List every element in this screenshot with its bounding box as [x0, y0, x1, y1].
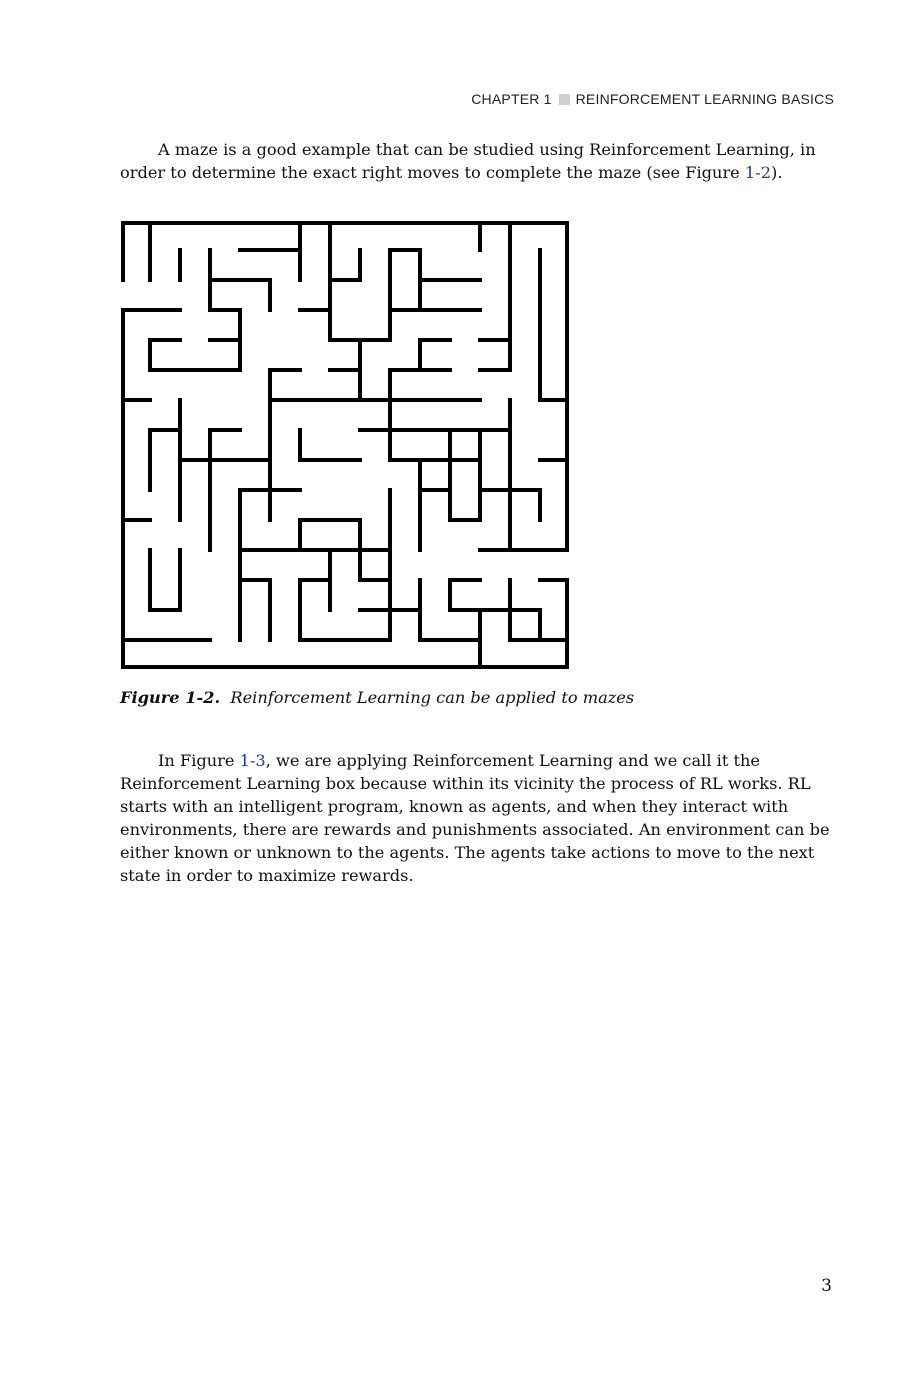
paragraph-maze-intro — [120, 138, 832, 184]
paragraph2-text: , we are applying Reinforcement Learning and we call it the Reinforcement Learning box because within its vicinity the process of RL works. RL starts with an intelligent program, known as agents, and when they interact with environments, there are rewards and punishments associated. An environment can be either known or unknown to the agents. The agents take actions to move to the next state in order to maximize rewards. — [120, 751, 830, 885]
chapter-title: REINFORCEMENT LEARNING BASICS — [575, 91, 834, 107]
paragraph1-text: A maze is a good example that can be studied using Reinforcement Learning, in order to determine the exact right moves to complete the maze (see Figure — [120, 140, 816, 182]
paragraph1-tail: ). — [771, 163, 783, 182]
paragraph2-lead: In Figure — [158, 751, 240, 770]
paragraph-rl-box — [120, 749, 832, 887]
chapter-label: CHAPTER 1 — [471, 91, 552, 107]
figure-1-2-link[interactable]: 1-2 — [744, 163, 771, 182]
maze-figure — [120, 220, 570, 670]
figure-label: Figure 1-2. — [120, 688, 221, 707]
page-number: 3 — [821, 1276, 832, 1296]
figure-1-3-link[interactable]: 1-3 — [239, 751, 266, 770]
figure-caption — [120, 688, 634, 707]
running-head — [471, 91, 834, 107]
separator-square-icon — [559, 94, 570, 105]
figure-caption-text: Reinforcement Learning can be applied to mazes — [230, 688, 635, 707]
